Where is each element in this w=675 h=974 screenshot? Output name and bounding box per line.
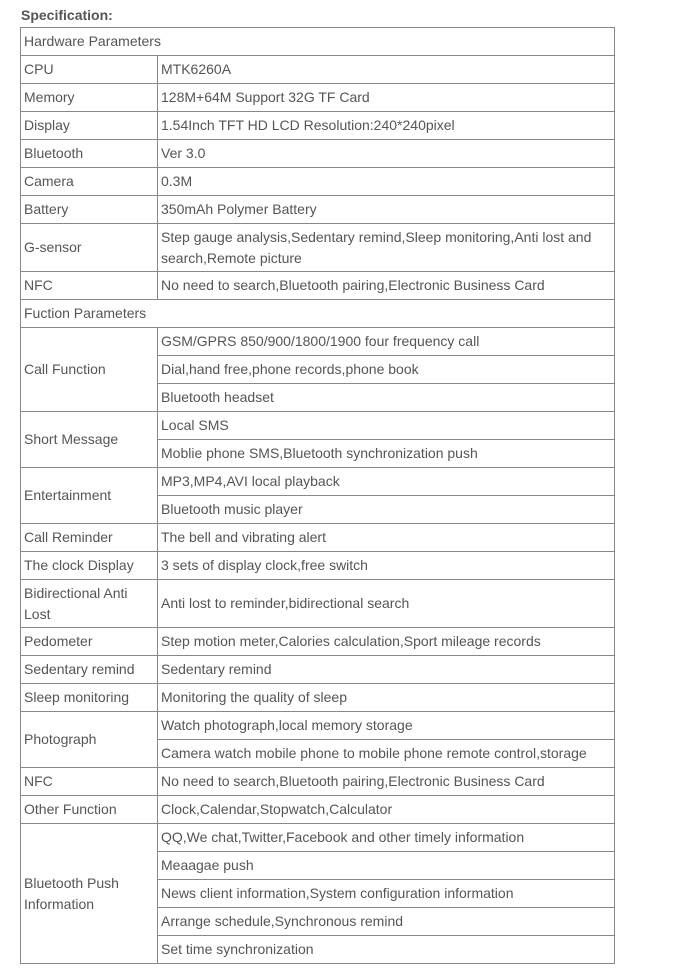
- spec-value: Ver 3.0: [158, 140, 615, 168]
- table-row: [21, 656, 615, 684]
- table-row: [21, 224, 615, 272]
- section-header-row: [21, 300, 615, 328]
- spec-value: Step gauge analysis,Sedentary remind,Sleep monitoring,Anti lost and search,Remote picture: [158, 224, 615, 272]
- spec-value: 3 sets of display clock,free switch: [158, 552, 615, 580]
- spec-value: Dial,hand free,phone records,phone book: [158, 356, 615, 384]
- spec-label: Photograph: [21, 712, 158, 768]
- table-row: [21, 580, 615, 628]
- table-row: [21, 824, 615, 852]
- table-row: [21, 768, 615, 796]
- spec-label: Camera: [21, 168, 158, 196]
- spec-label: CPU: [21, 56, 158, 84]
- table-row: [21, 56, 615, 84]
- table-row: [21, 468, 615, 496]
- spec-label: Display: [21, 112, 158, 140]
- spec-value: MTK6260A: [158, 56, 615, 84]
- spec-value: QQ,We chat,Twitter,Facebook and other timely information: [158, 824, 615, 852]
- spec-value: Bluetooth music player: [158, 496, 615, 524]
- spec-title: Specification:: [21, 7, 113, 23]
- spec-label: Call Reminder: [21, 524, 158, 552]
- spec-value: News client information,System configuration information: [158, 880, 615, 908]
- spec-label: Battery: [21, 196, 158, 224]
- spec-value: Set time synchronization: [158, 936, 615, 964]
- spec-value: Moblie phone SMS,Bluetooth synchronization push: [158, 440, 615, 468]
- table-row: [21, 140, 615, 168]
- spec-label: Sleep monitoring: [21, 684, 158, 712]
- spec-value: Sedentary remind: [158, 656, 615, 684]
- spec-label: Pedometer: [21, 628, 158, 656]
- spec-value: The bell and vibrating alert: [158, 524, 615, 552]
- spec-table: [20, 27, 615, 964]
- spec-label: Short Message: [21, 412, 158, 468]
- spec-value: Monitoring the quality of sleep: [158, 684, 615, 712]
- spec-label: Bluetooth Push Information: [21, 824, 158, 964]
- spec-label: Other Function: [21, 796, 158, 824]
- table-row: [21, 712, 615, 740]
- spec-label: The clock Display: [21, 552, 158, 580]
- spec-label: Entertainment: [21, 468, 158, 524]
- spec-value: Clock,Calendar,Stopwatch,Calculator: [158, 796, 615, 824]
- spec-value: Bluetooth headset: [158, 384, 615, 412]
- spec-value: Arrange schedule,Synchronous remind: [158, 908, 615, 936]
- spec-label: Bidirectional Anti Lost: [21, 580, 158, 628]
- table-row: [21, 524, 615, 552]
- table-row: [21, 552, 615, 580]
- spec-label: Memory: [21, 84, 158, 112]
- spec-value: Meaagae push: [158, 852, 615, 880]
- table-row: [21, 168, 615, 196]
- spec-label: Call Function: [21, 328, 158, 412]
- spec-value: No need to search,Bluetooth pairing,Electronic Business Card: [158, 272, 615, 300]
- spec-value: No need to search,Bluetooth pairing,Electronic Business Card: [158, 768, 615, 796]
- spec-value: Anti lost to reminder,bidirectional search: [158, 580, 615, 628]
- section-heading: Hardware Parameters: [21, 28, 615, 56]
- section-heading: Fuction Parameters: [21, 300, 615, 328]
- spec-label: NFC: [21, 272, 158, 300]
- spec-value: Watch photograph,local memory storage: [158, 712, 615, 740]
- spec-value: Local SMS: [158, 412, 615, 440]
- table-row: [21, 328, 615, 356]
- spec-value: 350mAh Polymer Battery: [158, 196, 615, 224]
- table-row: [21, 196, 615, 224]
- spec-label: Sedentary remind: [21, 656, 158, 684]
- table-row: [21, 412, 615, 440]
- spec-value: 1.54Inch TFT HD LCD Resolution:240*240pixel: [158, 112, 615, 140]
- spec-label: G-sensor: [21, 224, 158, 272]
- spec-label: NFC: [21, 768, 158, 796]
- section-header-row: [21, 28, 615, 56]
- table-row: [21, 628, 615, 656]
- table-row: [21, 112, 615, 140]
- spec-value: GSM/GPRS 850/900/1800/1900 four frequency call: [158, 328, 615, 356]
- spec-value: Camera watch mobile phone to mobile phone remote control,storage: [158, 740, 615, 768]
- spec-value: 0.3M: [158, 168, 615, 196]
- spec-value: MP3,MP4,AVI local playback: [158, 468, 615, 496]
- table-row: [21, 796, 615, 824]
- table-row: [21, 272, 615, 300]
- spec-value: Step motion meter,Calories calculation,Sport mileage records: [158, 628, 615, 656]
- table-row: [21, 84, 615, 112]
- table-row: [21, 684, 615, 712]
- spec-value: 128M+64M Support 32G TF Card: [158, 84, 615, 112]
- spec-label: Bluetooth: [21, 140, 158, 168]
